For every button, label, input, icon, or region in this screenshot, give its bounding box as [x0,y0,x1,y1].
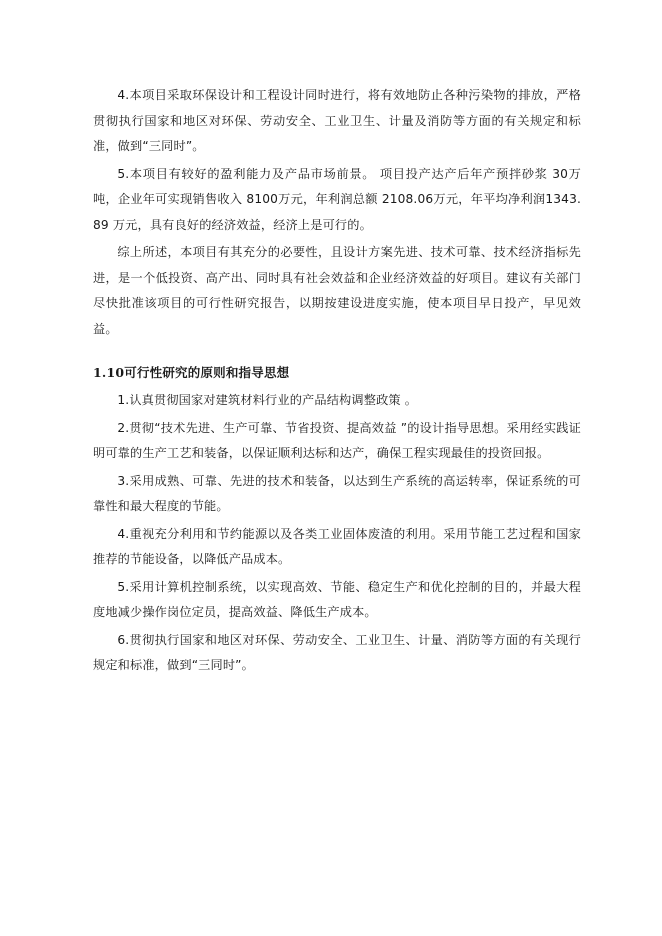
principle-item-1: 1.认真贯彻国家对建筑材料行业的产品结构调整政策 。 [117,393,418,407]
principle-item-4: 4.重视充分利用和节约能源以及各类工业固体废渣的利用。采用节能工艺过程和国家推荐的节能设备，以降低产品成本。 [93,526,581,566]
paragraph-profitability: 5.本项目有较好的盈利能力及产品市场前景。 项目投产达产后年产预拌砂浆 30万吨，企业年可实现销售收入 8100万元，年利润总额 2108.06万元，年平均净利润1343.89 万元，具有良好的经济效益，经济上是可行的。 [93,166,581,232]
principle-item-6: 6.贯彻执行国家和地区对环保、劳动安全、工业卫生、计量、消防等方面的有关现行规定和标准，做到“三同时”。 [93,632,581,672]
paragraph-environmental-design: 4.本项目采取环保设计和工程设计同时进行，将有效地防止各种污染物的排放，严格贯彻执行国家和地区对环保、劳动安全、工业卫生、计量及消防等方面的有关规定和标准，做到“三同时”。 [93,88,581,153]
section-spacer [93,344,581,360]
principle-item-5: 5.采用计算机控制系统，以实现高效、节能、稳定生产和优化控制的目的，并最大程度地减少操作岗位定员，提高效益、降低生产成本。 [93,579,581,619]
principle-item-2: 2.贯彻“技术先进、生产可靠、节省投资、提高效益 ”的设计指导思想。采用经实践证明可靠的生产工艺和装备，以保证顺利达标和达产，确保工程实现最佳的投资回报。 [93,420,581,460]
paragraph-conclusion: 综上所述，本项目有其充分的必要性，且设计方案先进、技术可靠、技术经济指标先进，是一个低投资、高产出、同时具有社会效益和企业经济效益的好项目。建议有关部门尽快批准该项目的可行性研究报告，以期按建设进度实施，使本项目早日投产，早见效益。 [93,245,581,336]
principle-item-3: 3.采用成熟、可靠、先进的技术和装备，以达到生产系统的高运转率，保证系统的可靠性和最大程度的节能。 [93,473,581,513]
section-heading: 1.10可行性研究的原则和指导思想 [93,365,290,380]
document-body [93,83,581,681]
